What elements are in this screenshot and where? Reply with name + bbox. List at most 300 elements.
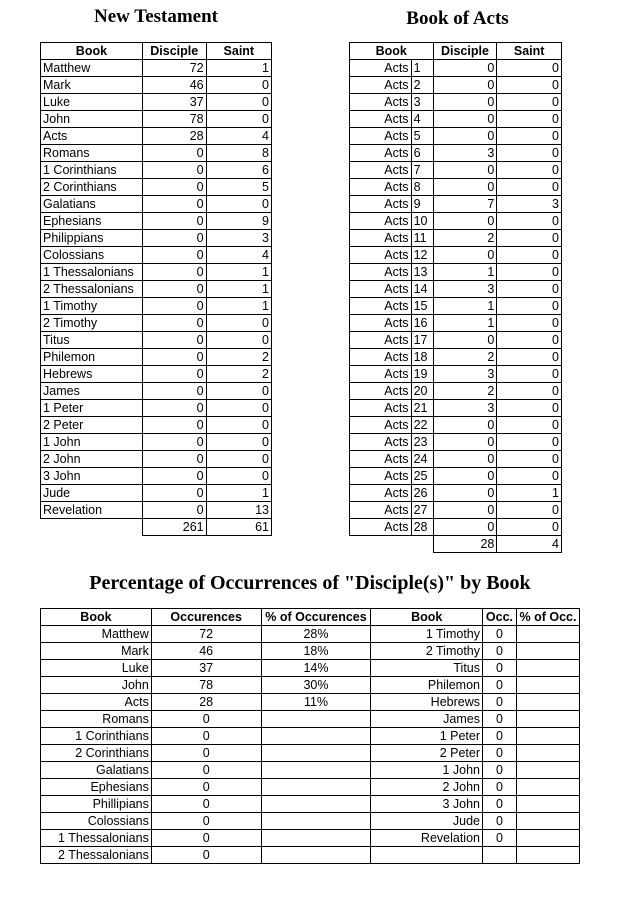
nt-table-row — [41, 502, 272, 519]
acts-chapter-cell: 2 — [411, 77, 433, 94]
nt-table-row — [41, 128, 272, 145]
pct-percent-cell — [261, 847, 371, 864]
acts-saint-cell: 0 — [497, 179, 562, 196]
pct-percent-cell: 28% — [261, 626, 371, 643]
acts-disciple-cell: 0 — [433, 213, 497, 230]
acts-disciple-cell: 3 — [433, 281, 497, 298]
acts-chapter-cell: 21 — [411, 400, 433, 417]
acts-saint-cell: 0 — [497, 366, 562, 383]
nt-saint-cell: 0 — [206, 332, 271, 349]
nt-disciple-cell: 0 — [142, 179, 206, 196]
acts-total-saint: 4 — [497, 536, 562, 553]
pct-percent-occ-cell — [516, 728, 579, 745]
nt-disciple-cell: 0 — [142, 468, 206, 485]
acts-book-cell: Acts — [350, 519, 412, 536]
nt-book-cell: Revelation — [41, 502, 143, 519]
acts-chapter-cell: 7 — [411, 162, 433, 179]
pct-occurences-cell: 0 — [151, 711, 261, 728]
pct-table-row — [41, 745, 580, 762]
nt-table-row — [41, 298, 272, 315]
pct-percent-cell — [261, 711, 371, 728]
nt-saint-cell: 4 — [206, 247, 271, 264]
nt-disciple-cell: 0 — [142, 502, 206, 519]
pct-table-row — [41, 677, 580, 694]
acts-table-row — [350, 332, 562, 349]
acts-table-row — [350, 502, 562, 519]
acts-header-disciple: Disciple — [433, 43, 497, 60]
pct-book-left-cell: Colossians — [41, 813, 152, 830]
acts-totals-row — [350, 536, 562, 553]
nt-table-row — [41, 366, 272, 383]
pct-percent-occ-cell — [516, 694, 579, 711]
acts-saint-cell: 0 — [497, 162, 562, 179]
acts-table-row — [350, 451, 562, 468]
nt-disciple-cell: 46 — [142, 77, 206, 94]
acts-book-cell: Acts — [350, 468, 412, 485]
pct-title: Percentage of Occurrences of "Disciple(s)" by Book — [89, 572, 531, 594]
nt-table-row — [41, 264, 272, 281]
pct-percent-cell: 18% — [261, 643, 371, 660]
acts-table-row — [350, 128, 562, 145]
nt-book-cell: 1 Peter — [41, 400, 143, 417]
nt-saint-cell: 0 — [206, 315, 271, 332]
acts-disciple-cell: 1 — [433, 298, 497, 315]
nt-table-row — [41, 111, 272, 128]
nt-book-cell: Hebrews — [41, 366, 143, 383]
acts-disciple-cell: 0 — [433, 162, 497, 179]
pct-header-percent-occ: % of Occ. — [516, 609, 579, 626]
pct-occ-cell: 0 — [483, 762, 517, 779]
nt-table-row — [41, 417, 272, 434]
pct-percent-cell — [261, 728, 371, 745]
acts-saint-cell: 0 — [497, 383, 562, 400]
acts-chapter-cell: 13 — [411, 264, 433, 281]
nt-saint-cell: 9 — [206, 213, 271, 230]
nt-book-cell: 1 Corinthians — [41, 162, 143, 179]
acts-book-cell: Acts — [350, 349, 412, 366]
nt-total-saint: 61 — [206, 519, 271, 536]
acts-chapter-cell: 8 — [411, 179, 433, 196]
acts-book-cell: Acts — [350, 264, 412, 281]
nt-book-cell: Titus — [41, 332, 143, 349]
acts-chapter-cell: 18 — [411, 349, 433, 366]
acts-table-row — [350, 60, 562, 77]
acts-chapter-cell: 6 — [411, 145, 433, 162]
pct-book-right-cell: 1 Timothy — [371, 626, 483, 643]
nt-table-row — [41, 145, 272, 162]
nt-book-cell: Romans — [41, 145, 143, 162]
pct-book-right-cell: 1 Peter — [371, 728, 483, 745]
pct-table-row — [41, 796, 580, 813]
pct-book-left-cell: Mark — [41, 643, 152, 660]
pct-table-row — [41, 711, 580, 728]
acts-table-row — [350, 247, 562, 264]
pct-table-row — [41, 694, 580, 711]
pct-book-left-cell: Luke — [41, 660, 152, 677]
acts-disciple-cell: 0 — [433, 485, 497, 502]
nt-book-cell: Galatians — [41, 196, 143, 213]
nt-disciple-cell: 0 — [142, 400, 206, 417]
pct-book-left-cell: Matthew — [41, 626, 152, 643]
nt-saint-cell: 1 — [206, 298, 271, 315]
acts-disciple-cell: 3 — [433, 400, 497, 417]
acts-disciple-cell: 0 — [433, 519, 497, 536]
nt-saint-cell: 13 — [206, 502, 271, 519]
acts-table-row — [350, 349, 562, 366]
acts-disciple-cell: 2 — [433, 230, 497, 247]
nt-saint-cell: 3 — [206, 230, 271, 247]
nt-saint-cell: 0 — [206, 383, 271, 400]
pct-occ-cell — [483, 847, 517, 864]
nt-table-row — [41, 94, 272, 111]
pct-header-occ: Occ. — [483, 609, 517, 626]
acts-book-cell: Acts — [350, 128, 412, 145]
acts-book-cell: Acts — [350, 332, 412, 349]
acts-book-cell: Acts — [350, 94, 412, 111]
nt-disciple-cell: 0 — [142, 196, 206, 213]
pct-book-right-cell: Philemon — [371, 677, 483, 694]
pct-occurences-cell: 0 — [151, 745, 261, 762]
pct-occurences-cell: 0 — [151, 796, 261, 813]
acts-saint-cell: 0 — [497, 77, 562, 94]
nt-disciple-cell: 0 — [142, 349, 206, 366]
pct-table-row — [41, 830, 580, 847]
nt-totals-row — [41, 519, 272, 536]
pct-percent-cell — [261, 762, 371, 779]
nt-table-row — [41, 230, 272, 247]
acts-table-row — [350, 281, 562, 298]
pct-percent-occ-cell — [516, 796, 579, 813]
acts-chapter-cell: 9 — [411, 196, 433, 213]
nt-disciple-cell: 0 — [142, 434, 206, 451]
acts-book-cell: Acts — [350, 383, 412, 400]
nt-saint-cell: 1 — [206, 60, 271, 77]
pct-occ-cell: 0 — [483, 745, 517, 762]
acts-table-row — [350, 264, 562, 281]
acts-disciple-cell: 0 — [433, 434, 497, 451]
pct-book-left-cell: Ephesians — [41, 779, 152, 796]
acts-book-cell: Acts — [350, 298, 412, 315]
pct-percent-cell — [261, 796, 371, 813]
pct-book-right-cell: Hebrews — [371, 694, 483, 711]
nt-saint-cell: 0 — [206, 196, 271, 213]
nt-table-row — [41, 315, 272, 332]
acts-saint-cell: 0 — [497, 247, 562, 264]
acts-saint-cell: 3 — [497, 196, 562, 213]
pct-occurences-cell: 0 — [151, 728, 261, 745]
nt-total-disciple: 261 — [142, 519, 206, 536]
acts-table-row — [350, 77, 562, 94]
pct-percent-cell: 30% — [261, 677, 371, 694]
nt-book-cell: 3 John — [41, 468, 143, 485]
acts-chapter-cell: 17 — [411, 332, 433, 349]
pct-book-right-cell: 2 Peter — [371, 745, 483, 762]
pct-occurences-cell: 37 — [151, 660, 261, 677]
nt-book-cell: 2 Timothy — [41, 315, 143, 332]
pct-book-left-cell: Acts — [41, 694, 152, 711]
pct-header-book-left: Book — [41, 609, 152, 626]
acts-saint-cell: 0 — [497, 111, 562, 128]
nt-book-cell: John — [41, 111, 143, 128]
nt-saint-cell: 6 — [206, 162, 271, 179]
nt-book-cell: 1 Thessalonians — [41, 264, 143, 281]
acts-table-row — [350, 196, 562, 213]
pct-book-right-cell: 3 John — [371, 796, 483, 813]
acts-disciple-cell: 3 — [433, 145, 497, 162]
pct-book-right-cell — [371, 847, 483, 864]
nt-disciple-cell: 72 — [142, 60, 206, 77]
acts-disciple-cell: 1 — [433, 264, 497, 281]
acts-saint-cell: 0 — [497, 468, 562, 485]
pct-book-right-cell: Titus — [371, 660, 483, 677]
nt-saint-cell: 0 — [206, 400, 271, 417]
acts-saint-cell: 1 — [497, 485, 562, 502]
nt-table-row — [41, 162, 272, 179]
pct-book-right-cell: James — [371, 711, 483, 728]
acts-book-cell: Acts — [350, 179, 412, 196]
pct-book-left-cell: Galatians — [41, 762, 152, 779]
acts-total-disciple: 28 — [433, 536, 497, 553]
acts-table-row — [350, 383, 562, 400]
nt-disciple-cell: 0 — [142, 162, 206, 179]
acts-book-cell: Acts — [350, 434, 412, 451]
acts-chapter-cell: 14 — [411, 281, 433, 298]
pct-book-left-cell: Phillipians — [41, 796, 152, 813]
pct-percent-occ-cell — [516, 677, 579, 694]
acts-chapter-cell: 26 — [411, 485, 433, 502]
acts-book-cell: Acts — [350, 196, 412, 213]
nt-disciple-cell: 0 — [142, 247, 206, 264]
nt-disciple-cell: 0 — [142, 298, 206, 315]
pct-book-right-cell: 2 John — [371, 779, 483, 796]
acts-saint-cell: 0 — [497, 281, 562, 298]
pct-occ-cell: 0 — [483, 711, 517, 728]
acts-chapter-cell: 27 — [411, 502, 433, 519]
pct-occ-cell: 0 — [483, 796, 517, 813]
acts-disciple-cell: 0 — [433, 417, 497, 434]
nt-saint-cell: 8 — [206, 145, 271, 162]
acts-saint-cell: 0 — [497, 417, 562, 434]
nt-disciple-cell: 0 — [142, 366, 206, 383]
nt-saint-cell: 2 — [206, 366, 271, 383]
nt-header-disciple: Disciple — [142, 43, 206, 60]
pct-percent-occ-cell — [516, 745, 579, 762]
pct-percent-occ-cell — [516, 762, 579, 779]
nt-header-row — [41, 43, 272, 60]
acts-disciple-cell: 0 — [433, 128, 497, 145]
nt-book-cell: 2 Corinthians — [41, 179, 143, 196]
pct-occurences-cell: 0 — [151, 847, 261, 864]
pct-book-left-cell: John — [41, 677, 152, 694]
acts-chapter-cell: 20 — [411, 383, 433, 400]
nt-disciple-cell: 0 — [142, 264, 206, 281]
acts-saint-cell: 0 — [497, 230, 562, 247]
acts-chapter-cell: 28 — [411, 519, 433, 536]
pct-header-occurences: Occurences — [151, 609, 261, 626]
acts-chapter-cell: 22 — [411, 417, 433, 434]
pct-table-row — [41, 728, 580, 745]
acts-chapter-cell: 16 — [411, 315, 433, 332]
pct-occ-cell: 0 — [483, 813, 517, 830]
nt-table-row — [41, 179, 272, 196]
pct-book-left-cell: 2 Corinthians — [41, 745, 152, 762]
acts-table-row — [350, 213, 562, 230]
acts-saint-cell: 0 — [497, 264, 562, 281]
acts-saint-cell: 0 — [497, 434, 562, 451]
pct-table-row — [41, 813, 580, 830]
nt-table-row — [41, 332, 272, 349]
pct-percent-occ-cell — [516, 813, 579, 830]
acts-title: Book of Acts — [406, 8, 509, 29]
acts-table-row — [350, 230, 562, 247]
nt-disciple-cell: 0 — [142, 213, 206, 230]
acts-saint-cell: 0 — [497, 451, 562, 468]
pct-percent-occ-cell — [516, 847, 579, 864]
acts-book-cell: Acts — [350, 77, 412, 94]
acts-saint-cell: 0 — [497, 519, 562, 536]
pct-table-row — [41, 643, 580, 660]
nt-saint-cell: 0 — [206, 77, 271, 94]
pct-book-right-cell: 1 John — [371, 762, 483, 779]
nt-book-cell: 2 John — [41, 451, 143, 468]
pct-occ-cell: 0 — [483, 694, 517, 711]
acts-book-cell: Acts — [350, 417, 412, 434]
acts-saint-cell: 0 — [497, 349, 562, 366]
pct-percent-occ-cell — [516, 643, 579, 660]
pct-occ-cell: 0 — [483, 830, 517, 847]
nt-disciple-cell: 0 — [142, 230, 206, 247]
acts-saint-cell: 0 — [497, 400, 562, 417]
pct-occurences-cell: 46 — [151, 643, 261, 660]
nt-table-row — [41, 451, 272, 468]
nt-saint-cell: 2 — [206, 349, 271, 366]
pct-occ-cell: 0 — [483, 677, 517, 694]
acts-table-row — [350, 315, 562, 332]
nt-table-row — [41, 281, 272, 298]
acts-table-row — [350, 366, 562, 383]
pct-percent-occ-cell — [516, 711, 579, 728]
acts-book-cell: Acts — [350, 230, 412, 247]
nt-book-cell: Mark — [41, 77, 143, 94]
acts-disciple-cell: 0 — [433, 94, 497, 111]
nt-disciple-cell: 0 — [142, 145, 206, 162]
nt-book-cell: Acts — [41, 128, 143, 145]
acts-book-cell: Acts — [350, 281, 412, 298]
acts-chapter-cell: 4 — [411, 111, 433, 128]
nt-disciple-cell: 78 — [142, 111, 206, 128]
nt-book-cell: Colossians — [41, 247, 143, 264]
nt-disciple-cell: 0 — [142, 332, 206, 349]
pct-occ-cell: 0 — [483, 660, 517, 677]
nt-disciple-cell: 37 — [142, 94, 206, 111]
nt-book-cell: James — [41, 383, 143, 400]
nt-header-book: Book — [41, 43, 143, 60]
nt-saint-cell: 4 — [206, 128, 271, 145]
pct-occ-cell: 0 — [483, 626, 517, 643]
nt-saint-cell: 0 — [206, 111, 271, 128]
pct-book-left-cell: 2 Thessalonians — [41, 847, 152, 864]
acts-disciple-cell: 3 — [433, 366, 497, 383]
acts-disciple-cell: 0 — [433, 60, 497, 77]
acts-table-row — [350, 179, 562, 196]
acts-disciple-cell: 0 — [433, 502, 497, 519]
acts-chapter-cell: 25 — [411, 468, 433, 485]
acts-table-row — [350, 434, 562, 451]
acts-table-row — [350, 162, 562, 179]
nt-table-row — [41, 485, 272, 502]
acts-table-row — [350, 468, 562, 485]
acts-header-book: Book — [350, 43, 434, 60]
pct-percent-cell — [261, 813, 371, 830]
acts-book-cell: Acts — [350, 485, 412, 502]
pct-occurences-cell: 28 — [151, 694, 261, 711]
percentage-table — [40, 608, 580, 864]
nt-book-cell: Philemon — [41, 349, 143, 366]
pct-occurences-cell: 0 — [151, 762, 261, 779]
acts-saint-cell: 0 — [497, 60, 562, 77]
acts-saint-cell: 0 — [497, 332, 562, 349]
acts-disciple-cell: 2 — [433, 383, 497, 400]
acts-book-cell: Acts — [350, 315, 412, 332]
nt-disciple-cell: 0 — [142, 451, 206, 468]
acts-book-cell: Acts — [350, 111, 412, 128]
acts-book-cell: Acts — [350, 213, 412, 230]
pct-table-row — [41, 847, 580, 864]
acts-disciple-cell: 7 — [433, 196, 497, 213]
nt-saint-cell: 0 — [206, 451, 271, 468]
pct-book-right-cell: Jude — [371, 813, 483, 830]
nt-table-row — [41, 349, 272, 366]
pct-percent-occ-cell — [516, 830, 579, 847]
nt-table-row — [41, 247, 272, 264]
acts-book-cell: Acts — [350, 162, 412, 179]
nt-saint-cell: 0 — [206, 94, 271, 111]
nt-disciple-cell: 28 — [142, 128, 206, 145]
acts-disciple-cell: 0 — [433, 247, 497, 264]
acts-disciple-cell: 1 — [433, 315, 497, 332]
nt-book-cell: Jude — [41, 485, 143, 502]
nt-book-cell: Ephesians — [41, 213, 143, 230]
pct-table-row — [41, 660, 580, 677]
acts-table-row — [350, 417, 562, 434]
acts-disciple-cell: 2 — [433, 349, 497, 366]
acts-disciple-cell: 0 — [433, 332, 497, 349]
new-testament-table — [40, 42, 272, 536]
nt-book-cell: 2 Peter — [41, 417, 143, 434]
nt-table-row — [41, 383, 272, 400]
acts-saint-cell: 0 — [497, 128, 562, 145]
acts-book-cell: Acts — [350, 366, 412, 383]
acts-saint-cell: 0 — [497, 298, 562, 315]
nt-table-row — [41, 434, 272, 451]
acts-book-cell: Acts — [350, 400, 412, 417]
acts-saint-cell: 0 — [497, 502, 562, 519]
acts-book-cell: Acts — [350, 502, 412, 519]
nt-table-row — [41, 213, 272, 230]
acts-chapter-cell: 12 — [411, 247, 433, 264]
acts-book-cell: Acts — [350, 60, 412, 77]
nt-table-row — [41, 468, 272, 485]
pct-table-row — [41, 762, 580, 779]
acts-header-saint: Saint — [497, 43, 562, 60]
acts-table-row — [350, 94, 562, 111]
pct-book-left-cell: 1 Thessalonians — [41, 830, 152, 847]
nt-saint-cell: 1 — [206, 281, 271, 298]
nt-book-cell: Luke — [41, 94, 143, 111]
pct-percent-cell — [261, 779, 371, 796]
nt-table-row — [41, 77, 272, 94]
nt-title: New Testament — [93, 6, 219, 27]
